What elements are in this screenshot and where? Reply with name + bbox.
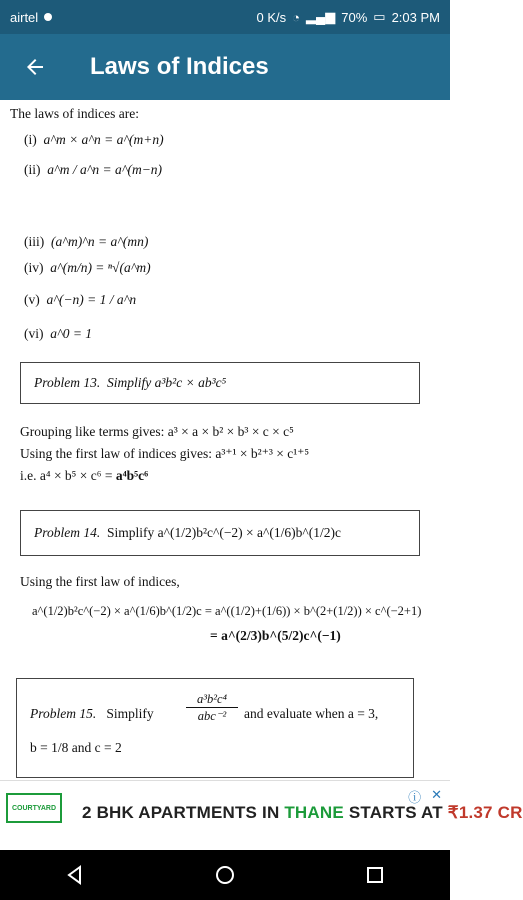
ad-info-icon[interactable]: ⓘ [408, 790, 422, 805]
wifi-icon: ◔ [292, 9, 301, 25]
law-1: (i) a^m × a^n = a^(m+n) [24, 132, 164, 147]
ad-banner[interactable] [0, 780, 523, 850]
law-6: (vi) a^0 = 1 [24, 326, 93, 341]
problem-15: Problem 15. Simplify [30, 706, 154, 721]
solution-14-line-1: Using the first law of indices, [20, 574, 180, 589]
law-5: (v) a^(−n) = 1 / a^n [24, 292, 137, 307]
ad-text: 2 BHK APARTMENTS IN THANE STARTS AT ₹1.37 CR [82, 803, 523, 822]
system-nav-bar [0, 850, 450, 900]
law-4: (iv) a^(m/n) = ⁿ√(a^m) [24, 260, 151, 275]
nav-home-button[interactable] [205, 855, 245, 895]
arrow-left-icon [23, 55, 47, 79]
law-3: (iii) (a^m)^n = a^(mn) [24, 234, 149, 249]
problem-15-evaluate: and evaluate when a = 3, [244, 706, 379, 721]
battery-icon: ▭ [373, 9, 386, 24]
ad-close-icon[interactable]: ✕ [431, 787, 442, 802]
triangle-back-icon [64, 864, 86, 886]
app-bar [0, 34, 450, 100]
signal-icon: ▂▄▆ [306, 9, 336, 24]
nav-back-button[interactable] [55, 855, 95, 895]
back-button[interactable] [0, 34, 70, 100]
solution-13-line-1: Grouping like terms gives: a³ × a × b² × b³ × c × c⁵ [20, 424, 294, 439]
problem-15-values: b = 1/8 and c = 2 [30, 740, 122, 755]
problem-14: Problem 14. Simplify a^(1/2)b²c^(−2) × a^(1/6)b^(1/2)c [34, 525, 341, 540]
solution-13-line-3: i.e. a⁴ × b⁵ × c⁶ = a⁴b⁵c⁶ [20, 468, 149, 483]
circle-home-icon [214, 864, 236, 886]
intro-text: The laws of indices are: [10, 106, 139, 121]
page-title: Laws of Indices [90, 53, 269, 80]
problem-15-fraction: a³b²c⁴ abc⁻² [186, 692, 238, 724]
carrier-name: airtel [10, 9, 39, 25]
notification-icon [44, 13, 52, 21]
battery-percent: 70% [341, 9, 368, 25]
square-recents-icon [364, 864, 386, 886]
clock: 2:03 PM [391, 9, 440, 25]
solution-14-line-3: = a^(2/3)b^(5/2)c^(−1) [210, 628, 341, 643]
solution-13-line-2: Using the first law of indices gives: a³⁺¹ × b²⁺³ × c¹⁺⁵ [20, 446, 310, 461]
ad-controls [408, 787, 442, 806]
content-area [0, 100, 450, 780]
status-bar [0, 0, 450, 34]
solution-14-line-2: a^(1/2)b²c^(−2) × a^(1/6)b^(1/2)c = a^((1/2)+(1/6)) × b^(2+(1/2)) × c^(−2+1) [32, 604, 422, 618]
problem-13: Problem 13. Simplify a³b²c × ab³c⁵ [34, 375, 227, 390]
network-speed: 0 K/s [256, 9, 287, 25]
nav-recents-button[interactable] [355, 855, 395, 895]
ad-logo: COURTYARD [6, 793, 62, 835]
law-2: (ii) a^m / a^n = a^(m−n) [24, 162, 163, 177]
